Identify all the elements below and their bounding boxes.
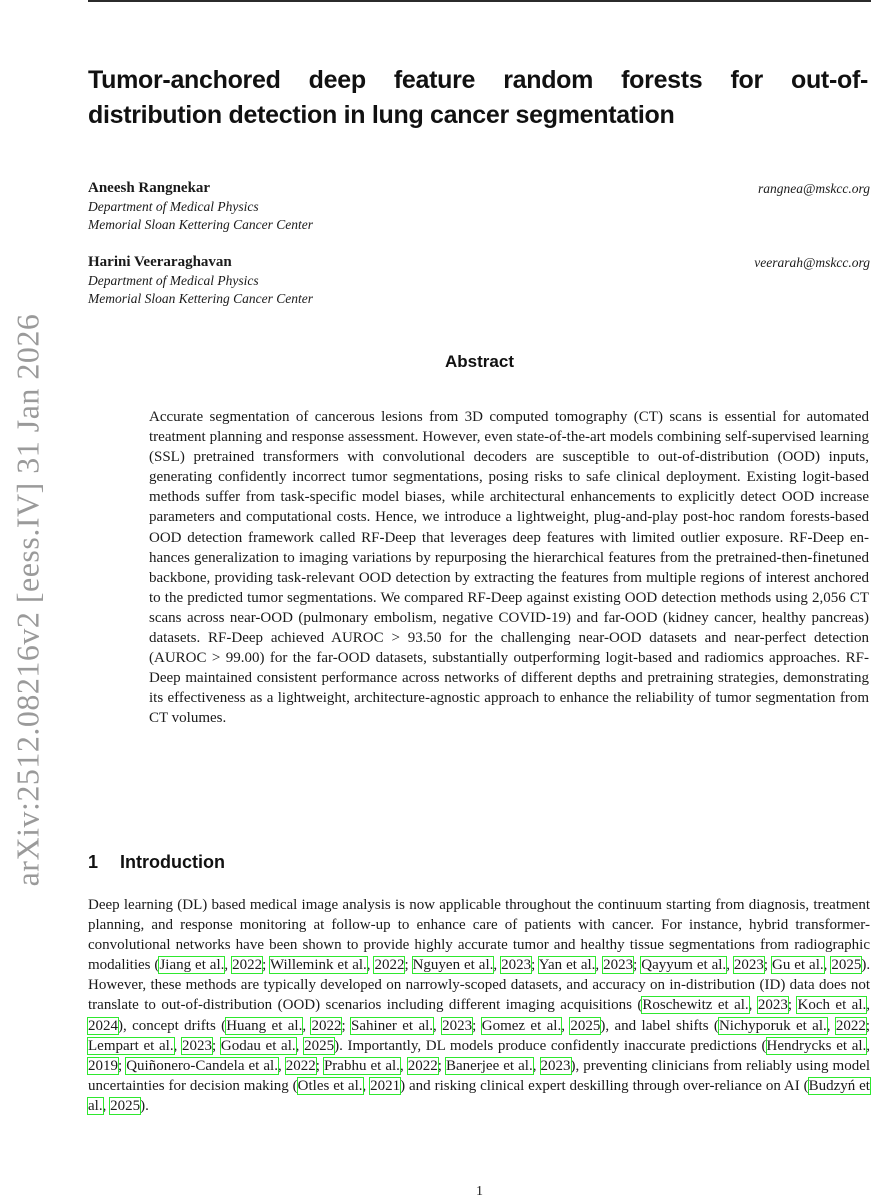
- citation-link[interactable]: 2025: [110, 1097, 141, 1114]
- body-text: ), concept drifts (: [118, 1017, 227, 1034]
- section-heading-introduction: [88, 852, 225, 873]
- citation-link[interactable]: 2021: [370, 1077, 401, 1094]
- section-number: 1: [88, 852, 99, 872]
- citation-link[interactable]: 2022: [232, 957, 263, 974]
- body-text: ,: [295, 1037, 305, 1054]
- author-name: Aneesh Rangnekar: [88, 180, 211, 196]
- citation-link[interactable]: 2022: [407, 1057, 438, 1074]
- citation-link[interactable]: 2025: [831, 957, 862, 974]
- body-text: ,: [748, 997, 758, 1014]
- author-email[interactable]: veerarah@mskcc.org: [754, 255, 870, 270]
- body-text: ;: [865, 1017, 871, 1034]
- body-text: ,: [823, 957, 832, 974]
- author-affiliation-inst: Memorial Sloan Kettering Cancer Center: [88, 217, 313, 232]
- abstract-text: Accurate segmentation of cancerous lesions from 3D computed tomography (CT) scans is essential for automated treatment planning and response assessment. However, even state-of-the-art models combining self-supervised learning (SSL) pretrained transformers with convolutional decoders are susceptible to out-of-distribution (OOD) inputs, generating confidently incorrect tumor segmentations, posing risks to safe clinical deployment. Existing logit-based methods suffer from task-specific model biases, while architectural enhancements to explicitly detect OOD increase parameters and computational costs. Hence, we introduce a lightweight, plug-and-play post-hoc random forests-based OOD detection framework called RF-Deep that leverages deep features with limited outlier exposure. RF-Deep enhances generalization to imaging variations by repurposing the hierarchical features from the pretrained-then-finetuned backbone, providing task-relevant OOD detection by extracting the features from multiple regions of interest anchored to the predicted tumor segmentations. We compared RF-Deep against existing OOD detection methods using 2,056 CT scans across near-OOD (pulmonary embolism, negative COVID-19) and far-OOD (kidney cancer, healthy pancreas) datasets. RF-Deep achieved AUROC > 93.50 for the challenging near-OOD datasets and near-perfect detection (AUROC > 99.00) for the far-OOD datasets, substantially outperforming logit-based and radiomics approaches. RF-Deep maintained consistent performance across networks of different depths and pretraining strategies, demonstrating its effectiveness as a lightweight, architecture-agnostic approach to enhance the reliability of tumor segmentation from CT volumes.: [149, 409, 869, 727]
- top-rule: [88, 0, 871, 2]
- body-text: ;: [212, 1037, 221, 1054]
- body-text: ,: [102, 1097, 111, 1114]
- body-text: ;: [787, 997, 798, 1014]
- citation-link[interactable]: 2023: [540, 1057, 571, 1074]
- citation-link[interactable]: Yan et al.: [538, 957, 596, 974]
- citation-link[interactable]: 2024: [88, 1017, 118, 1034]
- citation-link[interactable]: Gu et al.: [772, 957, 824, 974]
- citation-link[interactable]: Otles et al.: [297, 1077, 363, 1094]
- body-text: ,: [493, 957, 502, 974]
- citation-link[interactable]: 2019: [88, 1057, 118, 1074]
- introduction-paragraph: [88, 895, 870, 1116]
- citation-link[interactable]: 2022: [285, 1057, 316, 1074]
- author-email[interactable]: rangnea@mskcc.org: [757, 181, 870, 196]
- citation-link[interactable]: Sahiner et al.: [351, 1017, 434, 1034]
- author-affiliation-dept: Department of Medical Physics: [88, 199, 259, 214]
- citation-link[interactable]: 2025: [304, 1037, 335, 1054]
- body-text: ;: [531, 957, 539, 974]
- body-text: ;: [118, 1057, 127, 1074]
- body-text: ;: [437, 1057, 446, 1074]
- section-title: Introduction: [120, 852, 225, 872]
- body-text: ). Importantly, DL models produce confidently inaccurate predictions (: [334, 1037, 767, 1054]
- citation-link[interactable]: Godau et al.: [220, 1037, 296, 1054]
- body-text: ,: [532, 1057, 541, 1074]
- citation-link[interactable]: 2023: [501, 957, 532, 974]
- body-text: ;: [262, 957, 270, 974]
- body-text: ) and risking clinical expert deskilling through over-reliance on AI (: [400, 1077, 809, 1094]
- body-text: ,: [362, 1077, 371, 1094]
- body-text: ).: [140, 1097, 149, 1114]
- citation-link[interactable]: 2023: [182, 1037, 213, 1054]
- citation-link[interactable]: 2022: [311, 1017, 342, 1034]
- citation-link[interactable]: Banerjee et al.: [445, 1057, 533, 1074]
- body-text: ,: [826, 1017, 836, 1034]
- citation-link[interactable]: 2023: [757, 997, 788, 1014]
- body-text: ,: [224, 957, 233, 974]
- body-text: ;: [341, 1017, 352, 1034]
- body-text: ). However, these methods are typically developed on narrowly-scoped datasets, and accuracy on in-distribution (ID) data does not translate to out-of-distribution (OOD) scenarios including different imaging acquisitions (: [88, 957, 871, 1014]
- body-text: ,: [173, 1037, 183, 1054]
- body-text: ,: [595, 957, 604, 974]
- body-text: Deep learning (DL) based medical image analysis is now applicable throughout the continuum starting from diagnosis, treatment planning, and response monitoring at follow-up to enhance care of patients with cancer. For instance, hybrid transformer-convolutional networks have been shown to provide highly accurate tumor and healthy tissue segmentations from radiographic modalities (: [88, 897, 870, 974]
- citation-link[interactable]: Budzyń et al.: [88, 1077, 870, 1114]
- arxiv-stamp-text: arXiv:2512.08216v2 [eess.IV] 31 Jan 2026: [9, 313, 46, 887]
- citation-link[interactable]: Willemink et al.: [269, 957, 367, 974]
- author-block-1: [88, 179, 870, 234]
- citation-link[interactable]: Hendrycks et al.: [766, 1037, 867, 1054]
- citation-link[interactable]: 2022: [374, 957, 405, 974]
- body-text: ,: [302, 1017, 312, 1034]
- citation-link[interactable]: Nguyen et al.: [412, 957, 494, 974]
- body-text: ,: [866, 997, 871, 1014]
- author-affiliation-inst: Memorial Sloan Kettering Cancer Center: [88, 291, 313, 306]
- body-text: ,: [399, 1057, 408, 1074]
- body-text: ;: [763, 957, 772, 974]
- citation-link[interactable]: 2023: [603, 957, 634, 974]
- abstract-heading: Abstract: [445, 352, 514, 371]
- page-number: 1: [476, 1184, 483, 1199]
- body-text: ;: [633, 957, 642, 974]
- citation-link[interactable]: 2023: [733, 957, 764, 974]
- body-text: ), and label shifts (: [600, 1017, 719, 1034]
- body-text: ;: [472, 1017, 482, 1034]
- arxiv-stamp: [8, 300, 48, 900]
- citation-link[interactable]: 2022: [835, 1017, 866, 1034]
- citation-link[interactable]: Qayyum et al.: [641, 957, 727, 974]
- citation-link[interactable]: Quiñonero-Candela et al.: [126, 1057, 278, 1074]
- citation-link[interactable]: 2025: [570, 1017, 601, 1034]
- body-text: ,: [277, 1057, 286, 1074]
- author-affiliation-dept: Department of Medical Physics: [88, 273, 259, 288]
- body-text: ,: [726, 957, 734, 974]
- citation-link[interactable]: Koch et al.: [797, 997, 867, 1014]
- body-text: ), preventing clinicians from reliably using model uncertainties for decision making (: [88, 1057, 871, 1094]
- body-text: ,: [433, 1017, 443, 1034]
- paper-title: Tumor-anchored deep feature random forests for out-of-distribution detection in lung cancer segmentation: [88, 66, 868, 129]
- citation-link[interactable]: Jiang et al.: [159, 957, 225, 974]
- citation-link[interactable]: Huang et al.: [226, 1017, 303, 1034]
- author-block-2: [88, 253, 870, 308]
- body-text: ,: [866, 1037, 871, 1054]
- citation-link[interactable]: 2023: [442, 1017, 473, 1034]
- citation-link[interactable]: Nichyporuk et al.: [718, 1017, 827, 1034]
- body-text: ;: [404, 957, 413, 974]
- citation-link[interactable]: Roschewitz et al.: [642, 997, 749, 1014]
- citation-link[interactable]: Lempart et al.: [88, 1037, 174, 1054]
- body-text: ,: [561, 1017, 571, 1034]
- body-text: ;: [315, 1057, 324, 1074]
- citation-link[interactable]: Gomez et al.: [481, 1017, 562, 1034]
- citation-link[interactable]: Prabhu et al.: [323, 1057, 400, 1074]
- body-text: ,: [366, 957, 375, 974]
- author-name: Harini Veeraraghavan: [88, 254, 232, 270]
